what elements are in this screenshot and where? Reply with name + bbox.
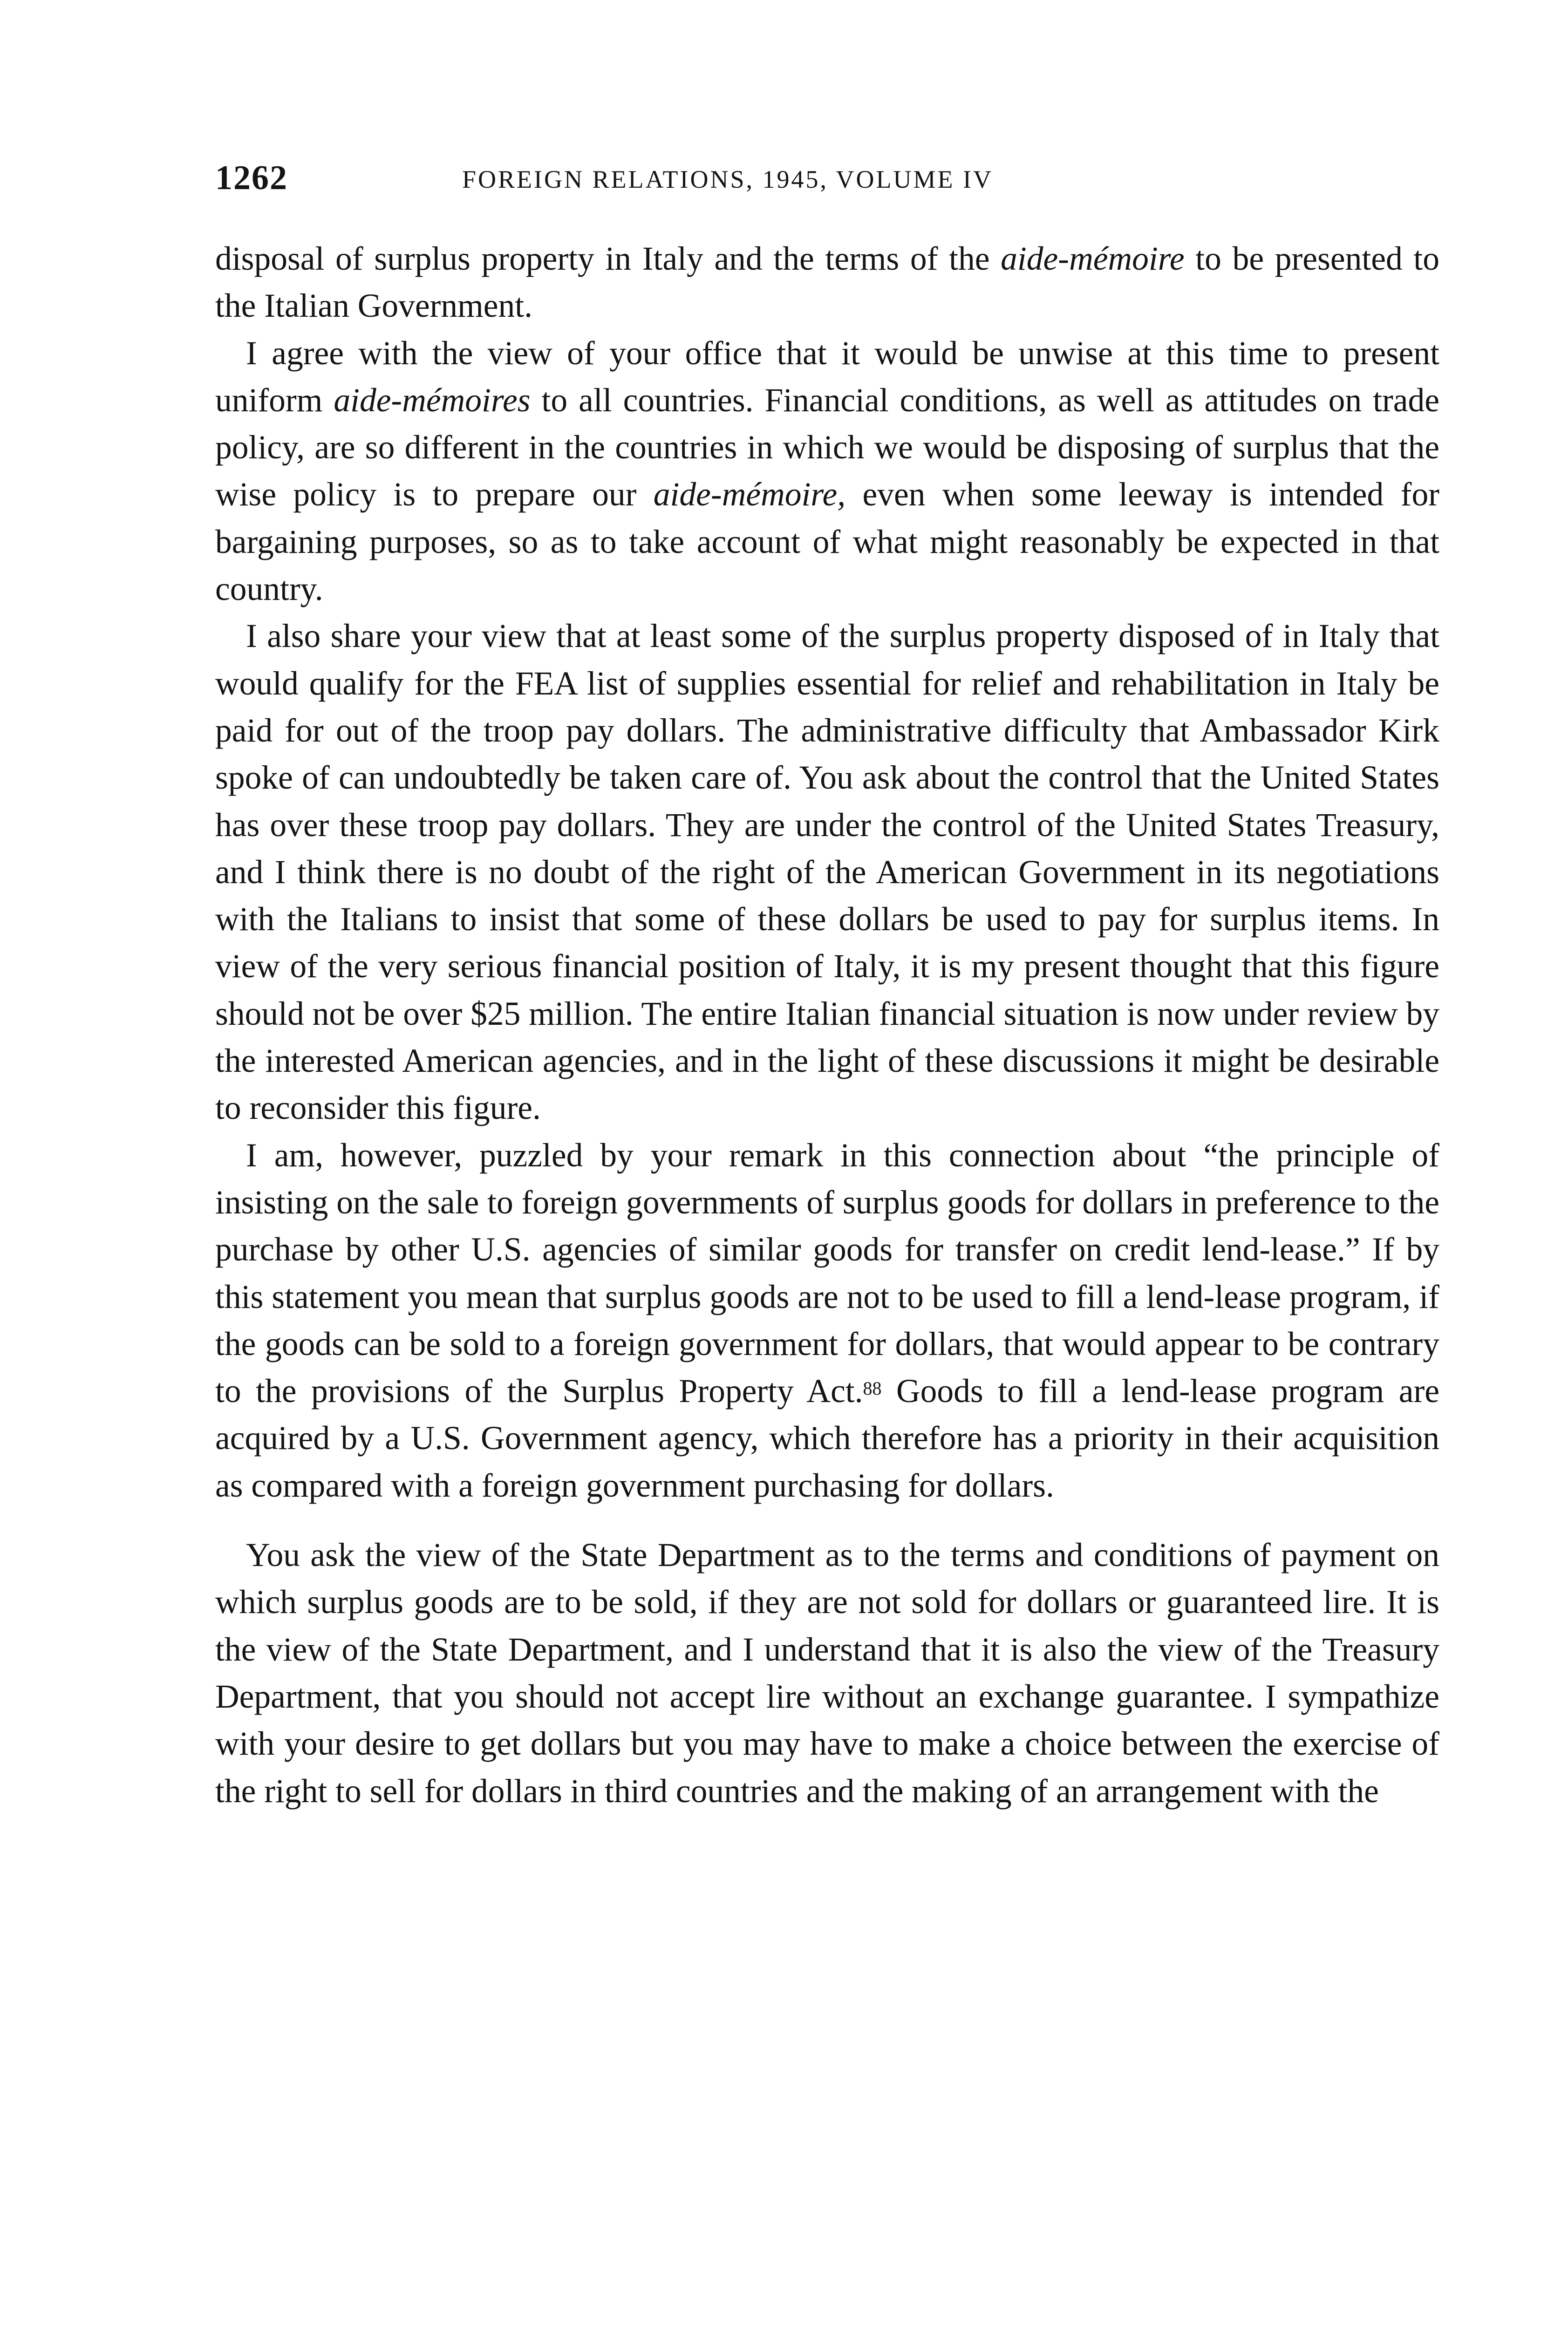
paragraph-continued xyxy=(215,235,1439,330)
text-run: I also share your view that at least some of the surplus property disposed of in Italy that would qualify for the FEA list of supplies essential for relief and rehabilitation in Italy be paid for out of the troop pay dollars. The administrative difficulty that Ambassador Kirk spoke of can undoubtedly be taken care of. You ask about the control that the United States has over these troop pay dollars. They are under the control of the United States Treasury, and I think there is no doubt of the right of the American Government in its negotiations with the Italians to insist that some of these dollars be used to pay for surplus items. In view of the very serious financial position of Italy, it is my present thought that this figure should not be over $25 million. The entire Italian financial situation is now under review by the interested American agencies, and in the light of these discussions it might be desirable to reconsider this figure. xyxy=(215,618,1439,1127)
italic-term: aide-mémoire, xyxy=(653,476,846,513)
text-run: Goods to fill a lend-lease program are acquired by a U.S. Government agency, which therefore has a priority in their acquisition as compared with a foreign government purchasing for dollars. xyxy=(215,1373,1439,1504)
paragraph-troop-pay xyxy=(215,613,1439,1131)
paragraph-aide-memoires xyxy=(215,330,1439,613)
italic-term: aide-mémoire xyxy=(1001,240,1185,277)
text-run: You ask the view of the State Department as to the terms and conditions of payment on which surplus goods are to be sold, if they are not sold for dollars or guaranteed lire. It is the view of the State Department, and I understand that it is also the view of the Treasury Department, that you should not accept lire without an exchange guarantee. I sympathize with your desire to get dollars but you may have to make a choice between the exercise of the right to sell for dollars in third countries and the making of an arrangement with the xyxy=(215,1537,1439,1810)
text-run: even when some leeway is intended for bargaining purposes, so as to take account of what might reasonably be expected in that country. xyxy=(215,476,1440,608)
body-text xyxy=(215,235,1439,1815)
text-run: I agree with the view of your office that it would be unwise at this time to present uniform xyxy=(215,334,1439,419)
text-run: disposal of surplus property in Italy and the terms of the xyxy=(215,240,1001,277)
page-number: 1262 xyxy=(215,159,288,197)
page-header xyxy=(215,158,1357,196)
italic-term: aide-mémoires xyxy=(334,381,531,419)
text-run: to all countries. Financial conditions, as well as attitudes on trade policy, are so different in the countries in which we would be disposing of surplus that the wise policy is to prepare our xyxy=(215,381,1439,513)
paragraph-lend-lease xyxy=(215,1132,1439,1509)
text-run: to be presented to the Italian Government. xyxy=(215,240,1439,325)
text-run: I am, however, puzzled by your remark in this connection about “the principle of insisting on the sale to foreign governments of surplus goods for dollars in preference to the purchase by other U.S. agencies of similar goods for transfer on credit lend-lease.” If by this statement you mean that surplus goods are not to be used to fill a lend-lease program, if the goods can be sold to a foreign government for dollars, that would appear to be contrary to the provisions of the Surplus Property Act. xyxy=(215,1137,1439,1410)
paragraph-payment-terms xyxy=(215,1532,1439,1815)
running-title: FOREIGN RELATIONS, 1945, VOLUME IV xyxy=(462,165,993,193)
footnote-reference: 88 xyxy=(863,1378,882,1399)
